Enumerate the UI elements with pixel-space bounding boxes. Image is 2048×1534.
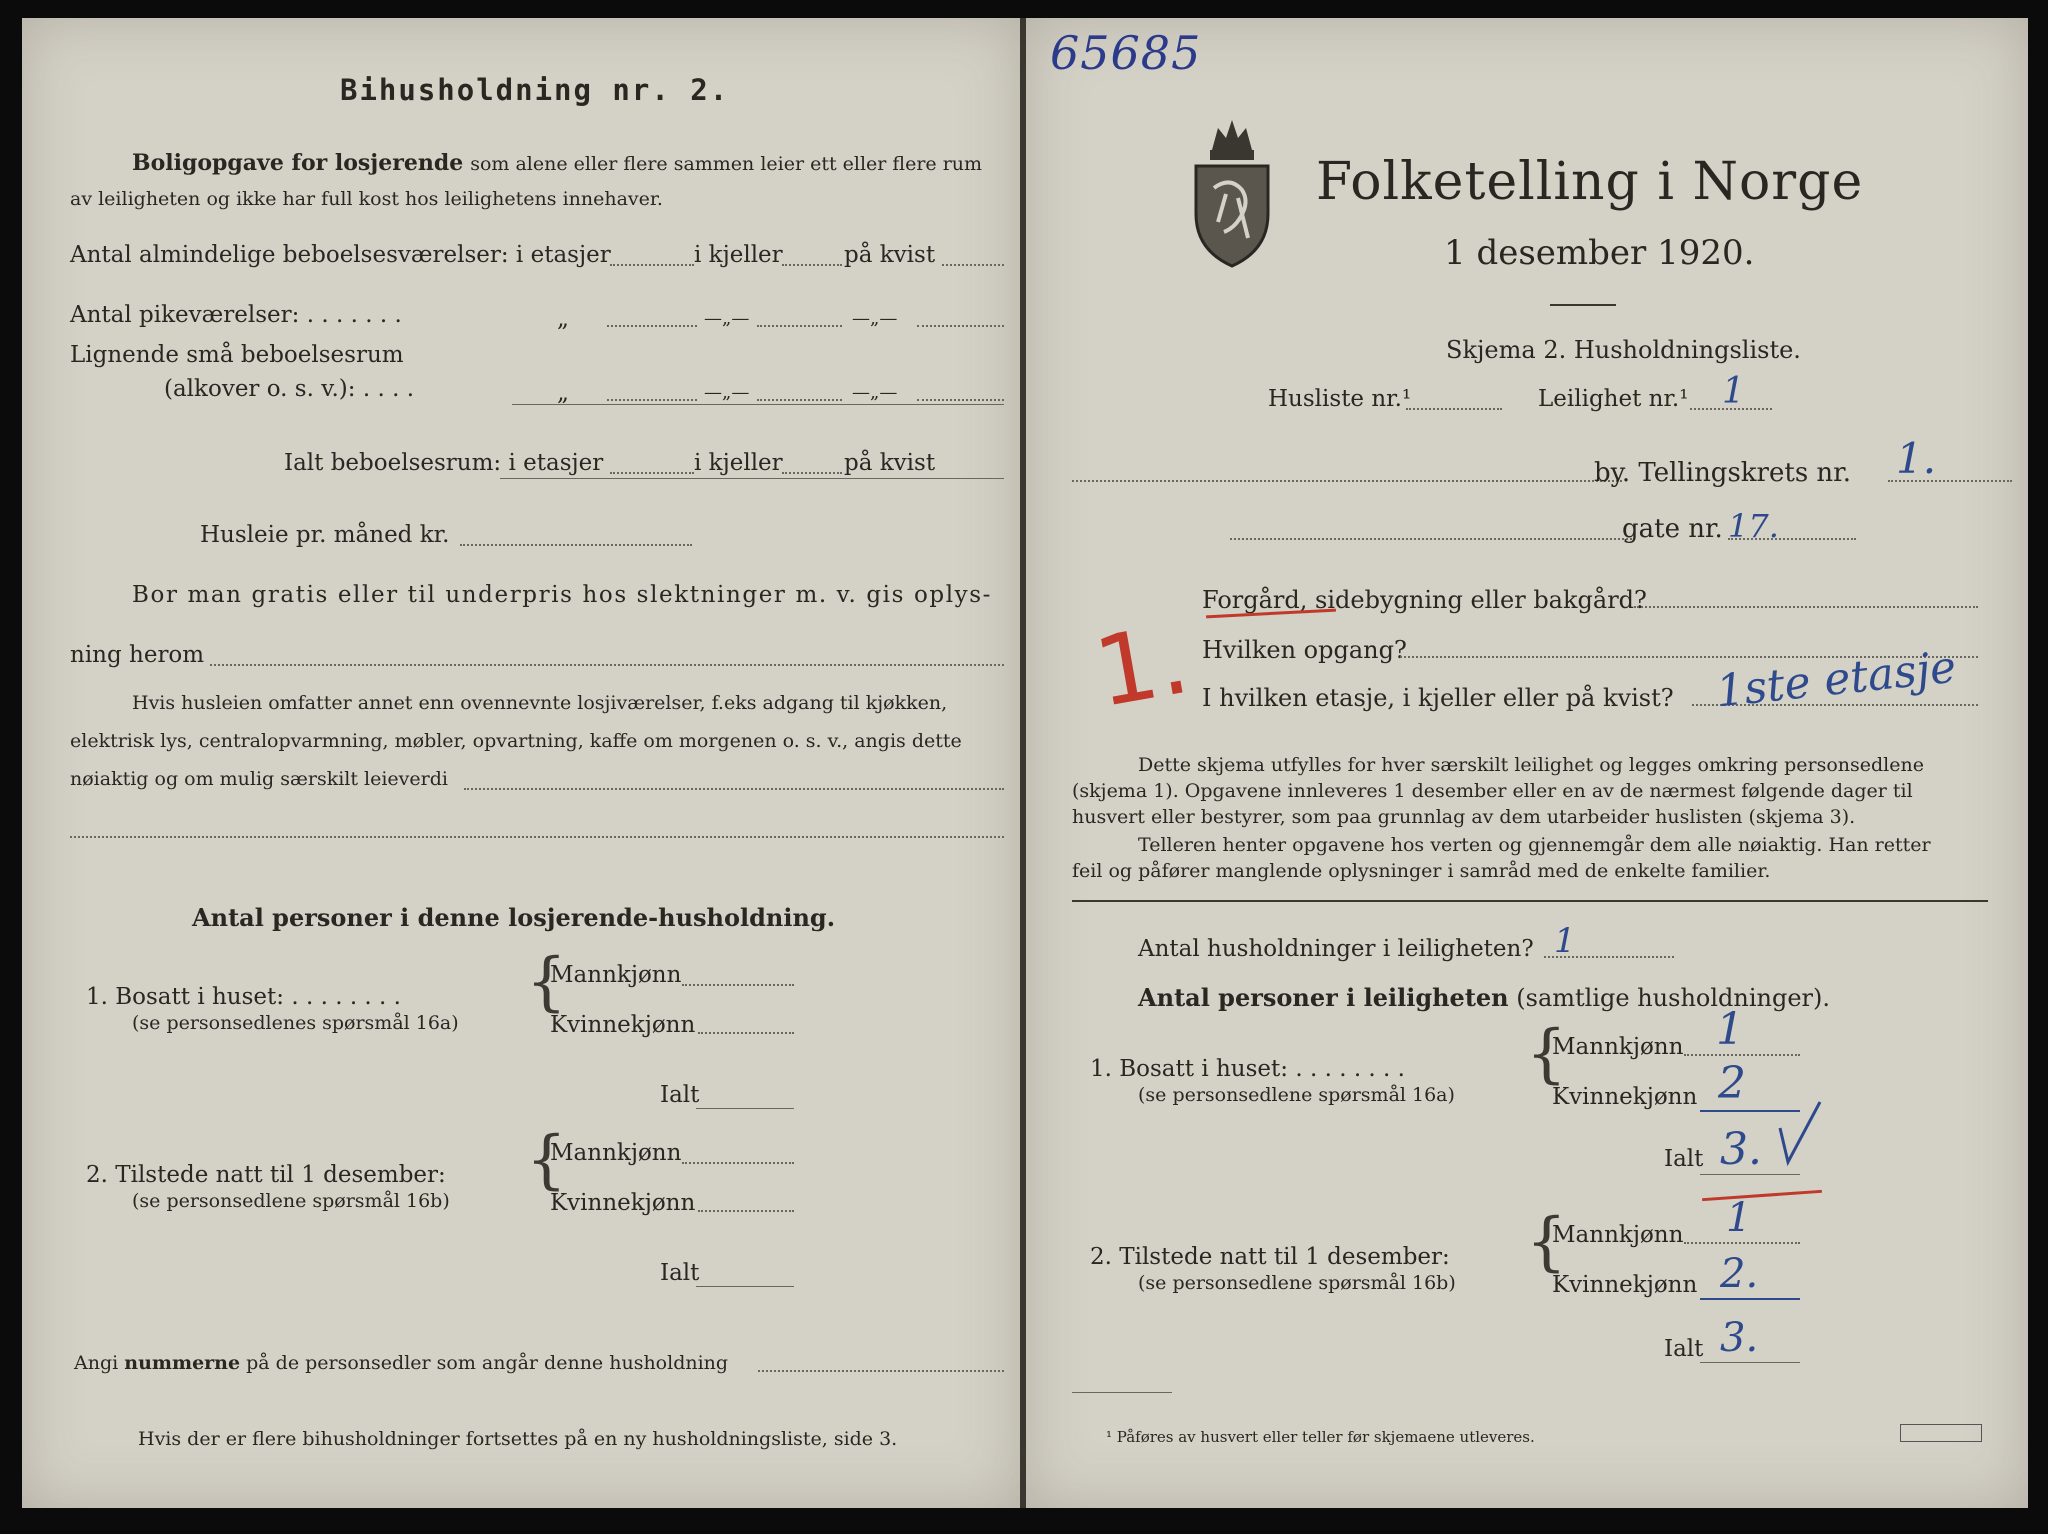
persons-rest: (samtlige husholdninger).: [1516, 984, 1831, 1012]
bor-field[interactable]: [210, 664, 1004, 666]
q1-kvinne-field[interactable]: [698, 1032, 794, 1034]
q1-kvinne-label: Kvinnekjønn: [550, 1012, 696, 1038]
right-title: Folketelling i Norge: [1316, 152, 1864, 212]
printer-stamp: [1900, 1424, 1982, 1442]
ialt-rooms-underline: [500, 478, 1004, 479]
q1-ialt-field[interactable]: [696, 1108, 794, 1109]
q1-ialt-label: Ialt: [660, 1082, 700, 1108]
right-q1-ialt-value: 3.: [1720, 1124, 1762, 1175]
right-q2-ialt-value: 3.: [1720, 1315, 1759, 1361]
right-q1-ialt-label: Ialt: [1664, 1146, 1704, 1172]
antal-hush-label: Antal husholdninger i leiligheten?: [1138, 936, 1534, 962]
right-q1-kvinne-label: Kvinnekjønn: [1552, 1084, 1698, 1110]
lignende-kvist-field[interactable]: [917, 399, 1004, 401]
tellingskrets-value: 1.: [1896, 434, 1937, 483]
lignende-label-2: (alkover o. s. v.): . . . .: [164, 376, 415, 402]
q1-brace: {: [526, 945, 567, 1019]
right-q2-kvinne-value: 2.: [1720, 1251, 1759, 1297]
q1-sub: (se personsedlenes spørsmål 16a): [132, 1012, 459, 1034]
angi-bold: nummerne: [124, 1352, 241, 1374]
right-q2-mann-value: 1: [1726, 1195, 1752, 1241]
red-separator-mark: [1702, 1190, 1822, 1201]
lignende-ditto-1: „: [557, 380, 569, 406]
antal-hush-value: 1: [1554, 921, 1576, 961]
right-q1-brace: {: [1526, 1017, 1567, 1091]
pike-etasjer-field[interactable]: [607, 325, 697, 327]
husleie-label: Husleie pr. måned kr.: [200, 522, 450, 548]
q2-kvinne-label: Kvinnekjønn: [550, 1190, 696, 1216]
dette-line-1: Dette skjema utfylles for hver særskilt leilighet og legges omkring personsedlene: [1138, 754, 1924, 776]
lignende-underline: [512, 404, 1004, 405]
pike-kvist-field[interactable]: [917, 325, 1004, 327]
angi-post: på de personsedler som angår denne husholdning: [246, 1352, 729, 1374]
husliste-label: Husliste nr.¹: [1268, 386, 1412, 412]
by-field[interactable]: [1072, 480, 1622, 482]
dette-line-2: (skjema 1). Opgavene innleveres 1 desember eller en av de nærmest følgende dager til: [1072, 780, 1913, 802]
hvis-line-3: nøiaktig og om mulig særskilt leieverdi: [70, 768, 448, 790]
opgang-label: Hvilken opgang?: [1202, 636, 1407, 664]
lignende-ditto-2: —„—: [704, 382, 750, 403]
right-q2-mann-field[interactable]: [1684, 1242, 1800, 1244]
leieverdi-field[interactable]: [464, 788, 1004, 790]
section-divider: [1072, 900, 1988, 902]
intro-bold: Boligopgave for losjerende: [132, 150, 464, 176]
right-q2-brace: {: [1526, 1205, 1567, 1279]
ialt-kvist-label: på kvist: [844, 450, 936, 476]
lignende-ditto-3: —„—: [852, 382, 898, 403]
ialt-rooms-label: Ialt beboelsesrum: i etasjer: [284, 450, 604, 476]
coat-of-arms-icon: [1190, 110, 1274, 270]
rooms-etasjer-field[interactable]: [610, 264, 694, 266]
leilighet-value: 1: [1722, 371, 1745, 412]
archive-number: 65685: [1050, 26, 1202, 80]
husliste-field[interactable]: [1406, 408, 1502, 410]
right-q2-sub: (se personsedlene spørsmål 16b): [1138, 1272, 1456, 1294]
right-q2-kvinne-label: Kvinnekjønn: [1552, 1272, 1698, 1298]
right-q2-kvinne-field[interactable]: [1700, 1298, 1800, 1300]
pike-kjeller-field[interactable]: [757, 325, 842, 327]
rooms-kvist-label: på kvist: [844, 242, 936, 268]
right-page: [1026, 18, 2028, 1508]
gate-name-field[interactable]: [1230, 538, 1632, 540]
q1-label: 1. Bosatt i huset: . . . . . . . .: [86, 984, 401, 1010]
q2-kvinne-field[interactable]: [698, 1210, 794, 1212]
left-title: Bihusholdning nr. 2.: [340, 73, 730, 107]
tellingskrets-label: by. Tellingskrets nr.: [1594, 458, 1852, 488]
red-count-mark: 1.: [1086, 602, 1197, 730]
title-divider: [1550, 304, 1616, 306]
lignende-label-1: Lignende små beboelsesrum: [70, 342, 404, 368]
right-q2-label: 2. Tilstede natt til 1 desember:: [1090, 1244, 1450, 1270]
intro-rest: som alene eller flere sammen leier ett eller flere rum: [470, 153, 983, 175]
etasje-value: 1ste etasje: [1713, 641, 1959, 718]
ialt-kjeller-label: i kjeller: [694, 450, 783, 476]
bor-line-1: Bor man gratis eller til underpris hos slektninger m. v. gis oplys-: [132, 582, 993, 608]
persons-heading: Antal personer i denne losjerende-husholdning.: [192, 903, 836, 932]
angi-field[interactable]: [758, 1370, 1004, 1372]
pike-ditto-1: „: [557, 306, 569, 332]
right-q1-mann-label: Mannkjønn: [1552, 1034, 1684, 1060]
q2-ialt-field[interactable]: [696, 1286, 794, 1287]
right-q2-ialt-label: Ialt: [1664, 1336, 1704, 1362]
right-q1-label: 1. Bosatt i huset: . . . . . . . .: [1090, 1056, 1405, 1082]
ialt-etasjer-field[interactable]: [610, 472, 694, 474]
intro-line-2: av leiligheten og ikke har full kost hos leilighetens innehaver.: [70, 188, 663, 210]
ialt-kjeller-field[interactable]: [782, 472, 842, 474]
dette-line-5: feil og påfører manglende oplysninger i samråd med de enkelte familier.: [1072, 860, 1771, 882]
leieverdi-field-2[interactable]: [70, 836, 1004, 838]
q1-mann-label: Mannkjønn: [550, 962, 682, 988]
pike-label: Antal pikeværelser: . . . . . . .: [70, 302, 402, 328]
pike-ditto-3: —„—: [852, 308, 898, 329]
pike-ditto-2: —„—: [704, 308, 750, 329]
leilighet-label: Leilighet nr.¹: [1538, 386, 1689, 412]
lignende-kjeller-field[interactable]: [757, 399, 842, 401]
hvis-line-2: elektrisk lys, centralopvarmning, møbler, opvartning, kaffe om morgenen o. s. v., angis dette: [70, 730, 962, 752]
left-page: [22, 18, 1020, 1508]
bor-line-2: ning herom: [70, 642, 205, 668]
right-q1-kvinne-value: 2: [1718, 1058, 1746, 1109]
rooms-kvist-field[interactable]: [942, 264, 1004, 266]
gate-label: gate nr.: [1622, 514, 1723, 544]
footnote-rule: [1072, 1392, 1172, 1393]
rooms-kjeller-label: i kjeller: [694, 242, 783, 268]
angi-line: [74, 1354, 728, 1373]
schema-label: Skjema 2. Husholdningsliste.: [1446, 336, 1801, 364]
q2-sub: (se personsedlene spørsmål 16b): [132, 1190, 450, 1212]
q1-mann-field[interactable]: [682, 984, 794, 986]
q2-label: 2. Tilstede natt til 1 desember:: [86, 1162, 446, 1188]
angi-pre: Angi: [74, 1352, 119, 1374]
lignende-etasjer-field[interactable]: [607, 399, 697, 401]
hvis-line-1: Hvis husleien omfatter annet enn ovennevnte losjiværelser, f.eks adgang til kjøkken,: [132, 692, 948, 714]
right-date: 1 desember 1920.: [1444, 233, 1755, 273]
footnote: ¹ Påføres av husvert eller teller før skjemaene utleveres.: [1106, 1428, 1535, 1446]
persons-bold: Antal personer i leiligheten: [1138, 983, 1509, 1012]
right-q2-mann-label: Mannkjønn: [1552, 1222, 1684, 1248]
dette-line-4: Telleren henter opgavene hos verten og gjennemgår dem alle nøiaktig. Han retter: [1138, 834, 1931, 856]
intro-line-1: [132, 152, 982, 175]
gate-value: 17.: [1728, 507, 1779, 545]
right-q1-sub: (se personsedlene spørsmål 16a): [1138, 1084, 1455, 1106]
q2-brace: {: [526, 1123, 567, 1197]
right-q2-ialt-field[interactable]: [1700, 1362, 1800, 1363]
rooms-label: Antal almindelige beboelsesværelser: i etasjer: [70, 242, 611, 268]
forgard-label: Forgård, sidebygning eller bakgård?: [1202, 586, 1647, 614]
left-footer: Hvis der er flere bihusholdninger fortsettes på en ny husholdningsliste, side 3.: [138, 1428, 898, 1450]
husleie-field[interactable]: [460, 544, 692, 546]
q2-mann-field[interactable]: [682, 1162, 794, 1164]
etasje-label: I hvilken etasje, i kjeller eller på kvist?: [1202, 684, 1674, 712]
q2-ialt-label: Ialt: [660, 1260, 700, 1286]
dette-line-3: husvert eller bestyrer, som paa grunnlag av dem utarbeider huslisten (skjema 3).: [1072, 806, 1856, 828]
rooms-kjeller-field[interactable]: [782, 264, 842, 266]
q2-mann-label: Mannkjønn: [550, 1140, 682, 1166]
right-q1-mann-value: 1: [1716, 1004, 1744, 1055]
check-mark-icon: [1774, 1098, 1824, 1168]
forgard-field[interactable]: [1634, 606, 1978, 608]
